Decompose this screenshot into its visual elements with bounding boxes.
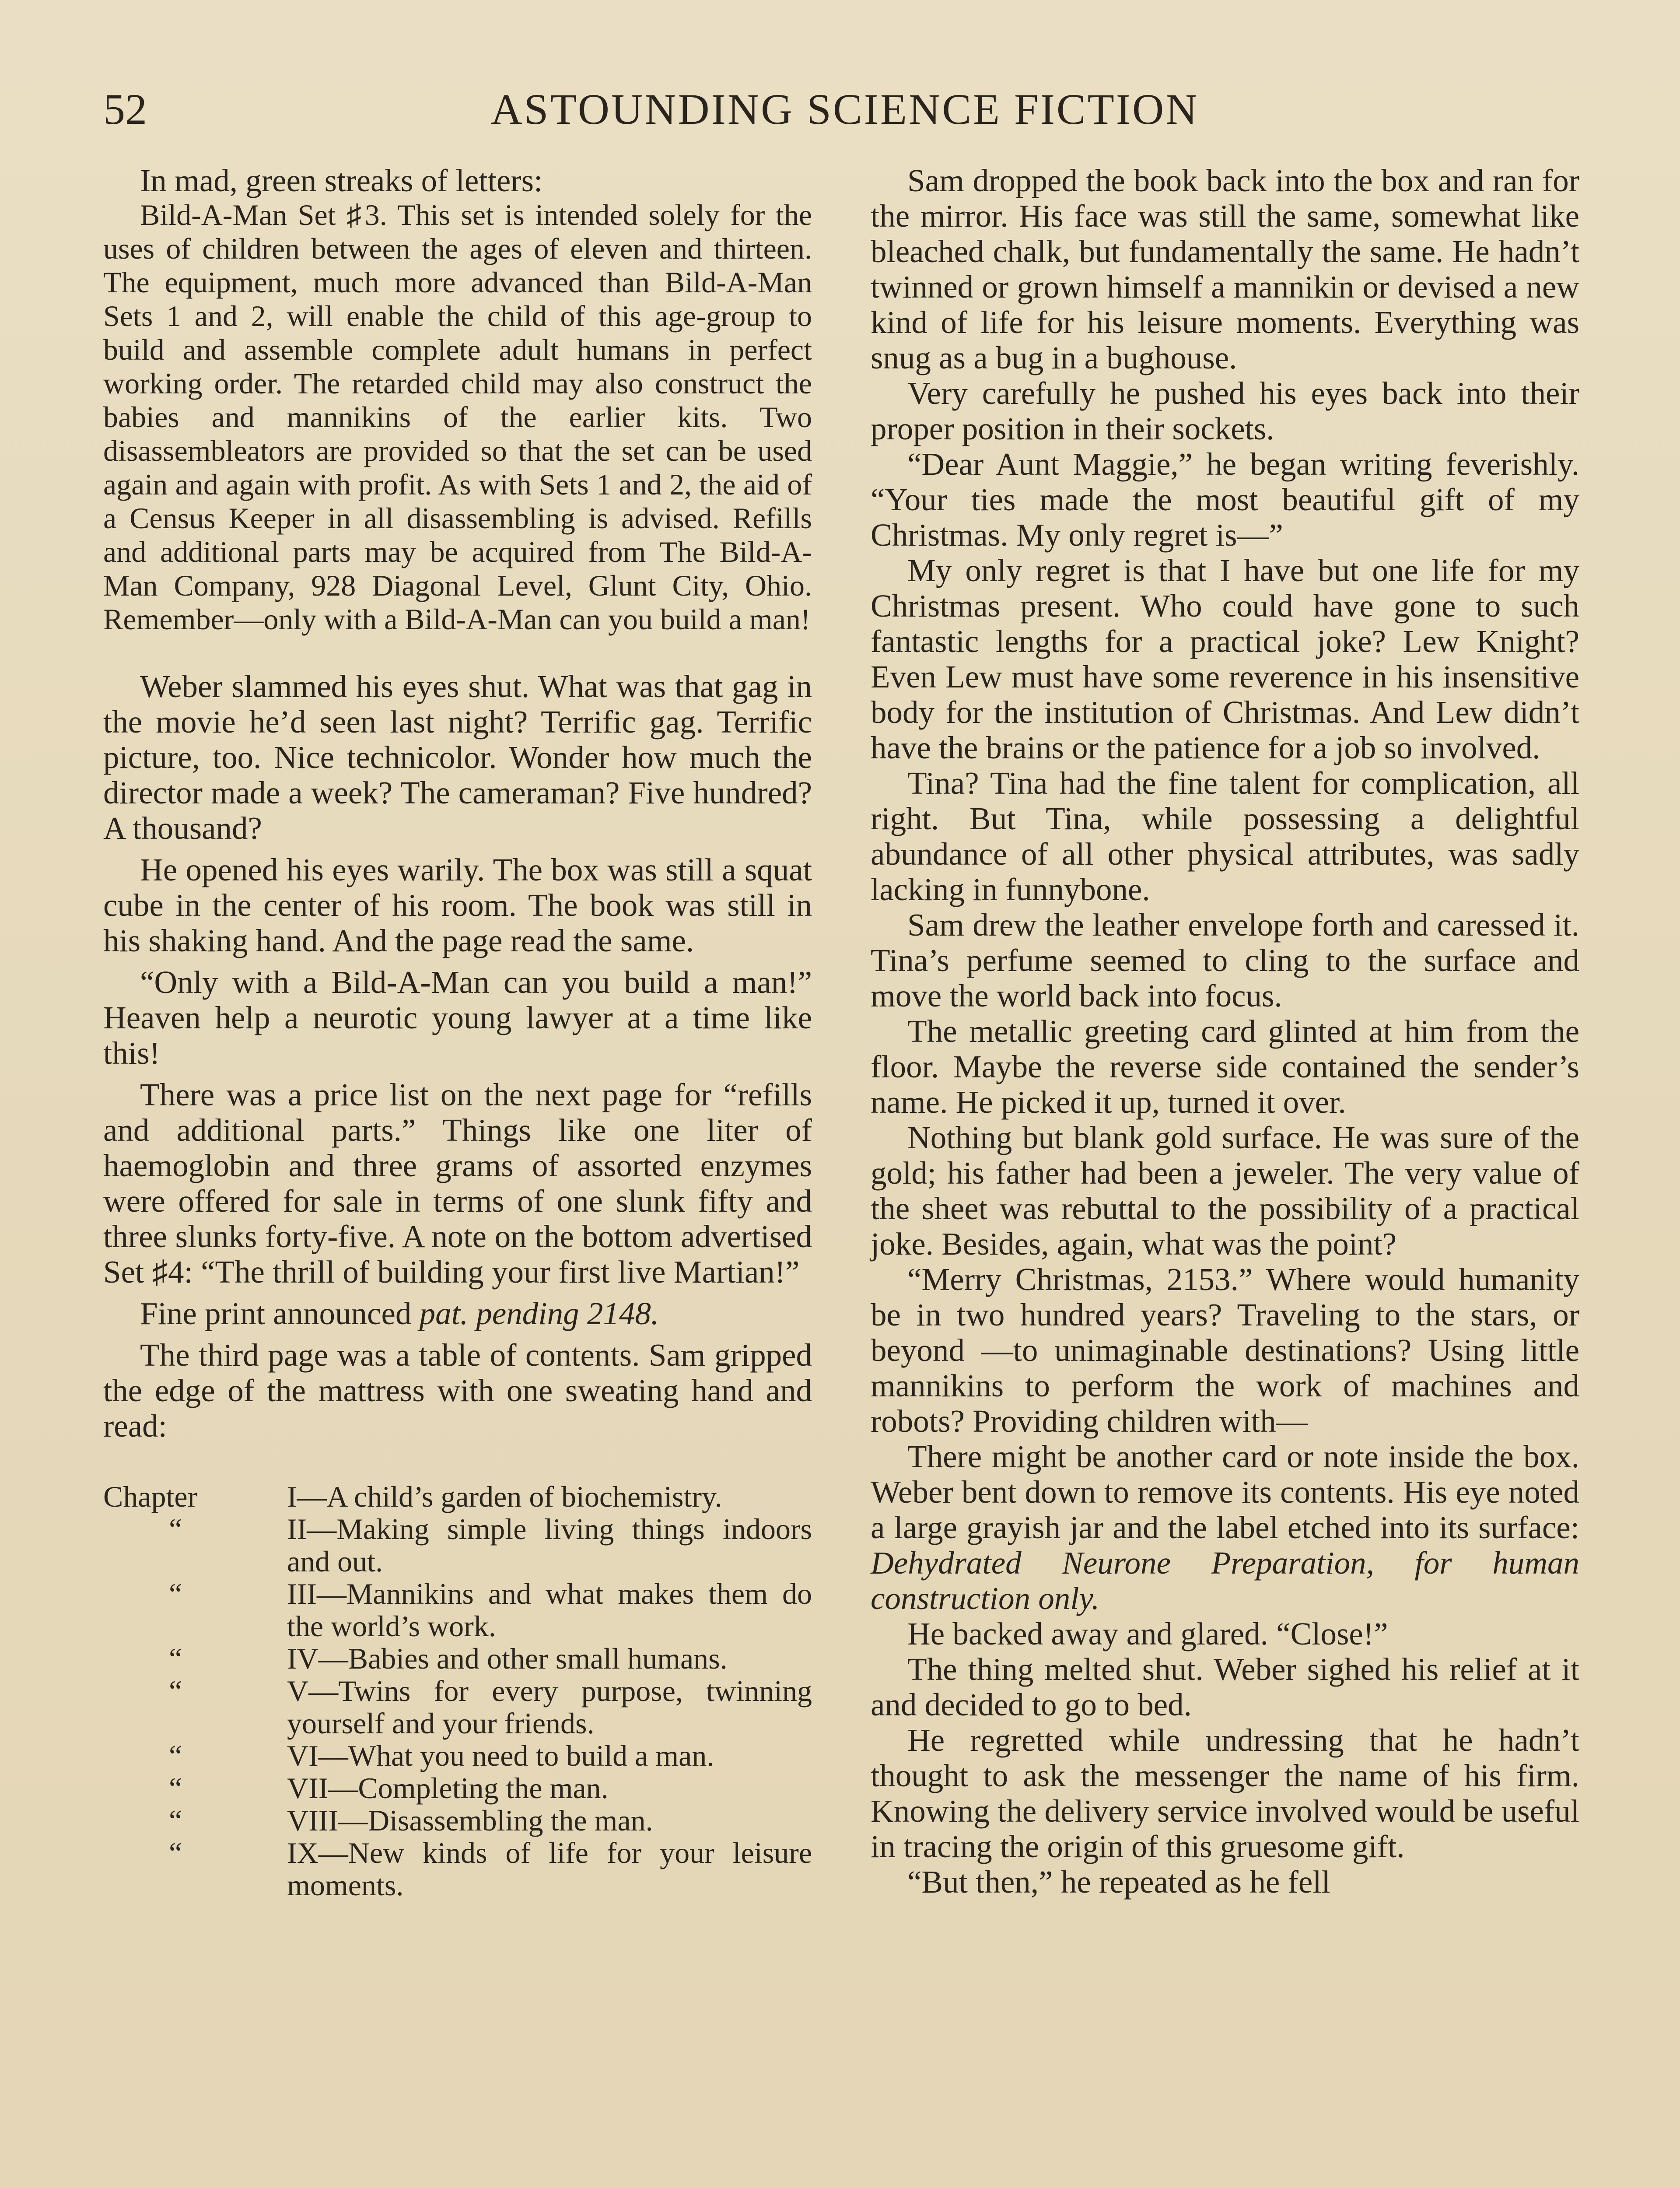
toc-entry (287, 1837, 812, 1901)
paragraph: The metallic greeting card glinted at him from the floor. Maybe the reverse side contained the sender’s name. He picked it up, turned it over. (871, 1013, 1579, 1120)
toc-row (103, 1675, 812, 1739)
page-number: 52 (103, 85, 147, 133)
toc-chapter-title: —Making simple living things indoors and out. (287, 1512, 812, 1578)
toc-chapter-title: —Babies and other small humans. (318, 1642, 728, 1675)
toc-lead: “ (169, 1739, 182, 1772)
toc-row (103, 1480, 812, 1513)
toc-lead: “ (169, 1836, 182, 1869)
table-of-contents (103, 1480, 812, 1901)
toc-chapter-number: VI (287, 1739, 318, 1772)
toc-entry (287, 1804, 812, 1837)
toc-lead: “ (169, 1674, 182, 1708)
bild-a-man-excerpt: Bild-A-Man Set ♯3. This set is intended solely for the uses of children between the ages of eleven and thirteen. The equipment, much more advanced than Bild-A-Man Sets 1 and 2, will enable the child of this age-group to build and assemble complete adult humans in perfect working order. The retarded child may also construct the babies and mannikins of the earlier kits. Two disassembleators are provided so that the set can be used again and again with profit. As with Sets 1 and 2, the aid of a Census Keeper in all disassembling is advised. Refills and additional parts may be acquired from The Bild-A-Man Company, 928 Diagonal Level, Glunt City, Ohio. Remember—only with a Bild-A-Man can you build a man! (103, 198, 812, 636)
toc-lead: “ (169, 1642, 182, 1675)
toc-chapter-number: IX (287, 1836, 318, 1869)
toc-entry (287, 1513, 812, 1578)
italic-text: pat. pending 2148. (419, 1296, 659, 1331)
toc-chapter-title: —What you need to build a man. (318, 1739, 714, 1772)
toc-chapter-title: —Completing the man. (328, 1771, 609, 1805)
paragraph: “Only with a Bild-A-Man can you build a man!” Heaven help a neurotic young lawyer at a time like this! (103, 964, 812, 1071)
paragraph: Sam dropped the book back into the box and ran for the mirror. His face was still the same, somewhat like bleached chalk, but fundamentally the same. He hadn’t twinned or grown himself a mannikin or devised a new kind of life for his leisure moments. Everything was snug as a bug in a bughouse. (871, 163, 1579, 375)
toc-entry (287, 1772, 812, 1804)
toc-chapter-number: VII (287, 1771, 329, 1805)
running-title: ASTOUNDING SCIENCE FICTION (490, 85, 1199, 133)
toc-row (103, 1772, 812, 1804)
toc-entry (287, 1739, 812, 1772)
toc-chapter-number: II (287, 1512, 307, 1546)
paragraph-text: Fine print announced (140, 1296, 420, 1331)
toc-chapter-title: —A child’s garden of biochemistry. (297, 1480, 722, 1513)
toc-row (103, 1642, 812, 1675)
paragraph: “Merry Christmas, 2153.” Where would humanity be in two hundred years? Traveling to the stars, or beyond —to unimaginable destinations? Using little mannikins to perform the work of machines and robots? Providing children with— (871, 1262, 1579, 1439)
paragraph: The thing melted shut. Weber sighed his relief at it and decided to go to bed. (871, 1652, 1579, 1722)
left-column (103, 163, 812, 1901)
paragraph: He regretted while undressing that he hadn’t thought to ask the messenger the name of his firm. Knowing the delivery service involved would be useful in tracing the origin of this gruesome gift. (871, 1722, 1579, 1864)
toc-entry (287, 1480, 812, 1513)
toc-entry (287, 1578, 812, 1642)
italic-text: Dehydrated Neurone Preparation, for human construction only. (871, 1545, 1579, 1616)
paragraph: “But then,” he repeated as he fell (907, 1864, 1330, 1900)
paragraph: In mad, green streaks of letters: (140, 163, 543, 198)
toc-chapter-title: —Mannikins and what makes them do the world’s work. (287, 1577, 812, 1643)
paragraph: He backed away and glared. “Close!” (907, 1616, 1388, 1652)
paragraph (103, 1296, 812, 1331)
paragraph: My only regret is that I have but one life for my Christmas present. Who could have gone to such fantastic lengths for a practical joke? Lew Knight? Even Lew must have some reverence in his insensitive body for the institution of Christmas. And Lew didn’t have the brains or the patience for a job so involved. (871, 553, 1579, 765)
toc-row (103, 1804, 812, 1837)
paragraph: Sam drew the leather envelope forth and caressed it. Tina’s perfume seemed to cling to the surface and move the world back into focus. (871, 907, 1579, 1013)
paragraph (871, 1439, 1579, 1616)
toc-chapter-number: VIII (287, 1804, 339, 1837)
toc-row (103, 1837, 812, 1901)
toc-row (103, 1513, 812, 1578)
toc-lead: “ (169, 1577, 182, 1610)
paragraph: Weber slammed his eyes shut. What was that gag in the movie he’d seen last night? Terrific gag. Terrific picture, too. Nice technicolor. Wonder how much the director made a week? The cameraman? Five hundred? A thousand? (103, 669, 812, 846)
paragraph: Very carefully he pushed his eyes back into their proper position in their sockets. (871, 375, 1579, 446)
toc-lead: “ (169, 1512, 182, 1546)
toc-chapter-number: V (287, 1674, 309, 1708)
toc-chapter-title: —Twins for every purpose, twinning yourself and your friends. (287, 1674, 812, 1740)
toc-chapter-title: —New kinds of life for your leisure moments. (287, 1836, 812, 1902)
paragraph: There was a price list on the next page for “refills and additional parts.” Things like one liter of haemoglobin and three grams of assorted enzymes were offered for sale in terms of one slunk fifty and three slunks forty-five. A note on the bottom advertised Set ♯4: “The thrill of building your first live Martian!” (103, 1077, 812, 1290)
paragraph: He opened his eyes warily. The box was still a squat cube in the center of his room. The book was still in his shaking hand. And the page read the same. (103, 852, 812, 958)
toc-chapter-number: I (287, 1480, 297, 1513)
toc-chapter-number: IV (287, 1642, 318, 1675)
toc-chapter-number: III (287, 1577, 317, 1610)
page-header (103, 83, 1586, 136)
toc-lead: Chapter (103, 1480, 198, 1513)
paragraph: Nothing but blank gold surface. He was sure of the gold; his father had been a jeweler. The very value of the sheet was rebuttal to the possibility of a practical joke. Besides, again, what was the point? (871, 1120, 1579, 1262)
toc-entry (287, 1675, 812, 1739)
paragraph-text: There might be another card or note inside the box. Weber bent down to remove its contents. His eye noted a large grayish jar and the label etched into its surface: (871, 1439, 1579, 1545)
right-column (871, 163, 1579, 1900)
paragraph: Tina? Tina had the fine talent for complication, all right. But Tina, while possessing a delightful abundance of all other physical attributes, was sadly lacking in funnybone. (871, 765, 1579, 907)
paragraph: The third page was a table of contents. Sam gripped the edge of the mattress with one sweating hand and read: (103, 1337, 812, 1444)
toc-row (103, 1739, 812, 1772)
toc-row (103, 1578, 812, 1642)
paragraph: “Dear Aunt Maggie,” he began writing feverishly. “Your ties made the most beautiful gift of my Christmas. My only regret is—” (871, 446, 1579, 553)
toc-lead: “ (169, 1771, 182, 1805)
toc-entry (287, 1642, 812, 1675)
toc-lead: “ (169, 1804, 182, 1837)
toc-chapter-title: —Disassembling the man. (338, 1804, 653, 1837)
